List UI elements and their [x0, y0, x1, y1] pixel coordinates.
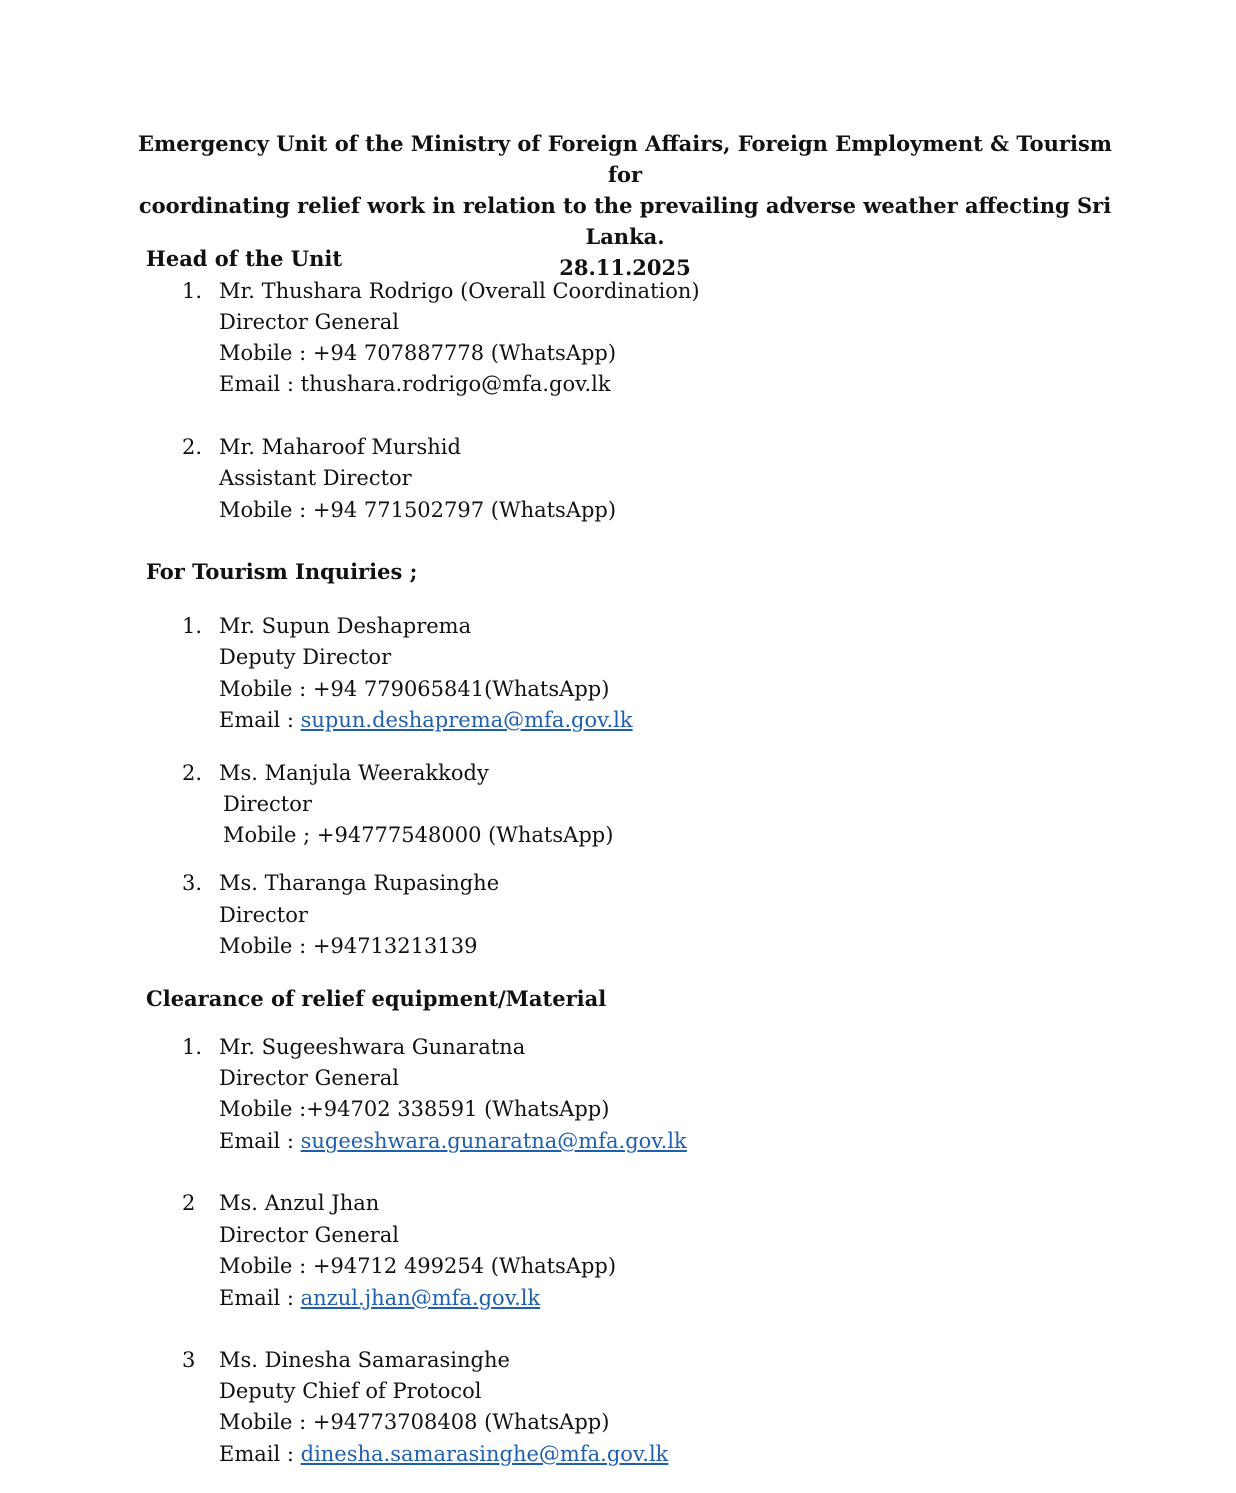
email-link[interactable]: supun.deshaprema@mfa.gov.lk — [300, 708, 633, 732]
title-line-1: Emergency Unit of the Ministry of Foreign Affairs, Foreign Employment & Tourism for — [137, 131, 1113, 187]
contact-mobile: Mobile : +94 779065841(WhatsApp) — [219, 677, 610, 701]
email-label: Email : — [219, 1286, 301, 1310]
contact-mobile: Mobile : +94713213139 — [219, 934, 478, 958]
contact-email-row — [219, 372, 611, 396]
contact-email: thushara.rodrigo@mfa.gov.lk — [300, 372, 611, 396]
contact-email-row — [219, 1442, 668, 1466]
list-number: 1. — [182, 614, 203, 638]
section-heading-clearance: Clearance of relief equipment/Material — [146, 986, 607, 1011]
list-number: 1. — [182, 279, 203, 303]
section-heading-head: Head of the Unit — [146, 246, 343, 271]
contact-title: Deputy Director — [219, 645, 392, 669]
contact-email-row — [219, 708, 633, 732]
contact-title: Director General — [219, 1223, 400, 1247]
contact-mobile: Mobile : +94773708408 (WhatsApp) — [219, 1410, 610, 1434]
email-link[interactable]: anzul.jhan@mfa.gov.lk — [300, 1286, 541, 1310]
contact-mobile: Mobile :+94702 338591 (WhatsApp) — [219, 1097, 610, 1121]
email-link[interactable]: dinesha.samarasinghe@mfa.gov.lk — [300, 1442, 669, 1466]
list-number: 3 — [182, 1348, 196, 1372]
title-date: 28.11.2025 — [559, 255, 691, 280]
list-number: 1. — [182, 1035, 203, 1059]
contact-name: Ms. Manjula Weerakkody — [219, 761, 489, 785]
contact-name: Mr. Sugeeshwara Gunaratna — [219, 1035, 526, 1059]
contact-name: Ms. Tharanga Rupasinghe — [219, 871, 500, 895]
contact-mobile: Mobile : +94 771502797 (WhatsApp) — [219, 498, 617, 522]
email-label: Email : — [219, 1129, 301, 1153]
list-number: 2. — [182, 761, 203, 785]
contact-email-row — [219, 1129, 687, 1153]
contact-title: Deputy Chief of Protocol — [219, 1379, 482, 1403]
contact-name: Mr. Maharoof Murshid — [219, 435, 461, 459]
contact-title: Director — [223, 792, 312, 816]
contact-title: Director General — [219, 310, 400, 334]
contact-mobile: Mobile : +94712 499254 (WhatsApp) — [219, 1254, 617, 1278]
contact-name: Ms. Dinesha Samarasinghe — [219, 1348, 510, 1372]
contact-email-row — [219, 1286, 540, 1310]
contact-name: Mr. Thushara Rodrigo (Overall Coordination) — [219, 279, 700, 303]
email-link[interactable]: sugeeshwara.gunaratna@mfa.gov.lk — [300, 1129, 687, 1153]
title-line-2: coordinating relief work in relation to the prevailing adverse weather affecting Sri Lanka. — [138, 193, 1112, 249]
contact-mobile: Mobile : +94 707887778 (WhatsApp) — [219, 341, 617, 365]
contact-name: Mr. Supun Deshaprema — [219, 614, 472, 638]
list-number: 3. — [182, 871, 203, 895]
email-label: Email : — [219, 372, 301, 396]
contact-name: Ms. Anzul Jhan — [219, 1191, 380, 1215]
contact-mobile: Mobile ; +94777548000 (WhatsApp) — [223, 823, 614, 847]
contact-title: Assistant Director — [219, 466, 412, 490]
section-heading-tourism: For Tourism Inquiries ; — [146, 559, 418, 584]
contact-title: Director General — [219, 1066, 400, 1090]
list-number: 2 — [182, 1191, 196, 1215]
email-label: Email : — [219, 708, 301, 732]
email-label: Email : — [219, 1442, 301, 1466]
list-number: 2. — [182, 435, 203, 459]
contact-title: Director — [219, 903, 308, 927]
